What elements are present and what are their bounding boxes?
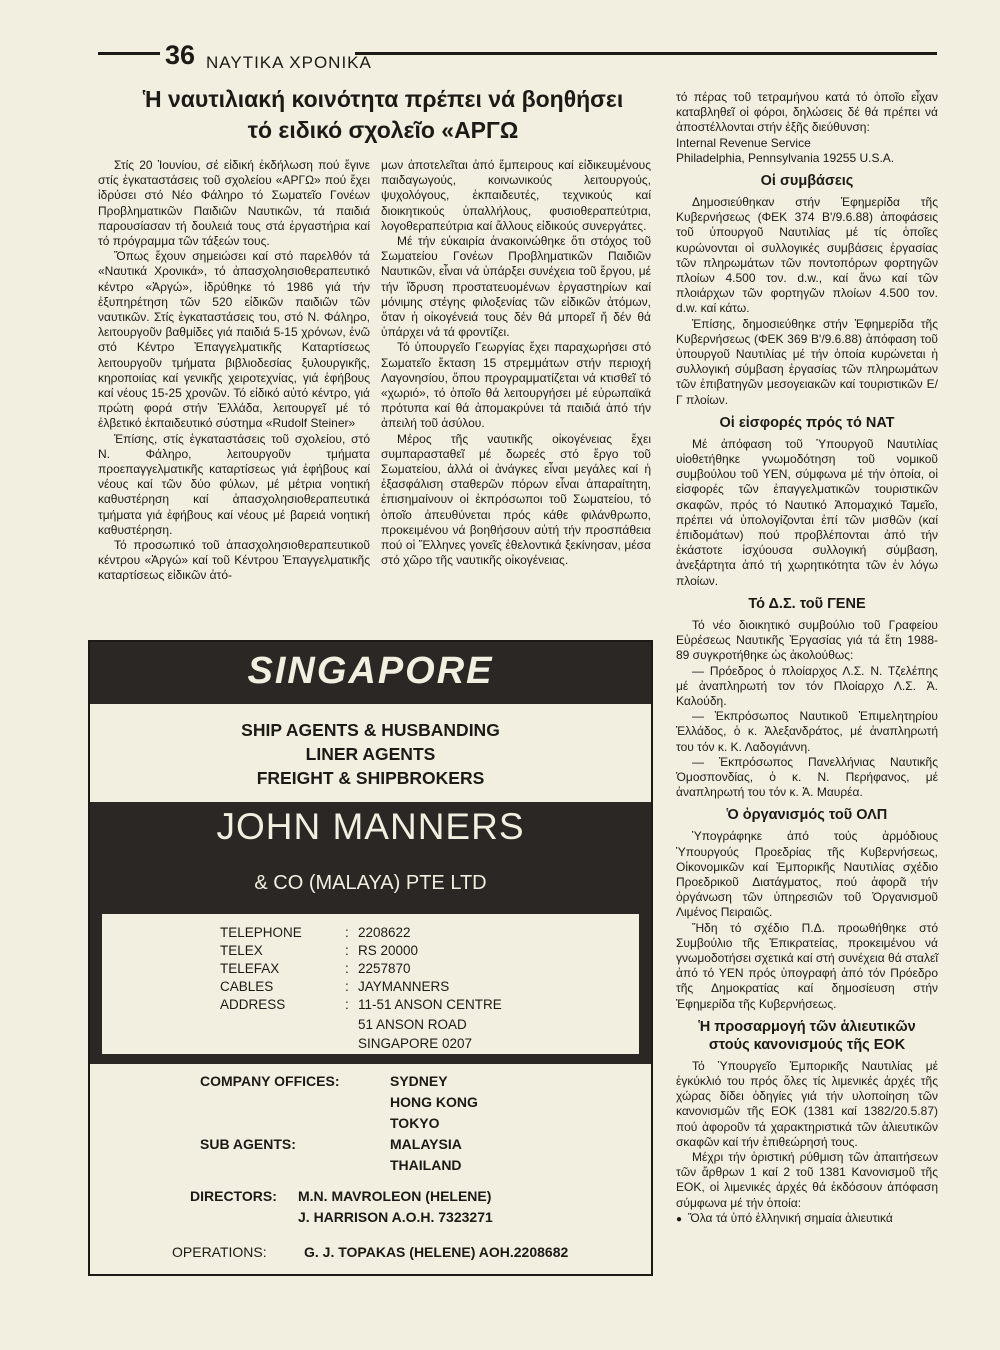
ad-country: SINGAPORE [247, 650, 494, 692]
ad-address-3: SINGAPORE 0207 [358, 1036, 473, 1051]
paragraph: Τό προσωπικό τοῦ ἀπασχολησιοθεραπευτικοῦ κέντρου «Ἀργώ» καί τοῦ Κέντρου Ἐπαγγελματικῆς καταρτίσεως εἰδικῶν ἀτό- [98, 538, 370, 583]
bullet-item: ● Ὅλα τά ὑπό ἑλληνική σημαία ἁλιευτικά [676, 1211, 938, 1227]
ad-country-band [90, 642, 651, 704]
ad-contact-label: TELEFAX [220, 961, 280, 976]
ad-subagent: THAILAND [390, 1157, 462, 1173]
article-column-1 [98, 158, 370, 584]
ad-contact-label: CABLES [220, 979, 274, 994]
paragraph: Μέ ἀπόφαση τοῦ Ὑπουργοῦ Ναυτιλίας υἱοθετήθηκε γνωμοδότηση τοῦ νομικοῦ συμβούλου τοῦ ΥΕΝ, σύμφωνα μέ τήν ὁποία, οἱ εἰσφορές τῶν ἐπαγγελματικῶν τουριστικῶν σκαφῶν, πρός τό Ναυτικό Ἀπομαχικό Ταμεῖο, πρέπει νά ὑπολογίζονται ἐπί τῶν μισθῶν (καί ἐπιδομάτων) πού προβλέπονται ἀπό τήν ἑκάστοτε ἰσχύουσα συλλογική σύμβαση, ἀνεξάρτητα ἀπό τή χωρητικότητα τῶν ἐν λόγω πλοίων. [676, 436, 938, 588]
header-rule-left [98, 52, 160, 55]
paragraph: Τό Ὑπουργεῖο Ἐμπορικῆς Ναυτιλίας μέ ἐγκύκλιό του πρός ὅλες τίς λιμενικές ἀρχές τῆς χώρας δίδει ὁδηγίες γιά τήν υλοποίηση τῶν κανονισμῶν τῆς ΕΟΚ (1381 καί 1382/20.5.87) πού ἀφοροῦν τά χαρακτηριστικά τῶν ἁλιευτικῶν σκαφῶν καί τήν ἐπιθεώρησή τους. [676, 1058, 938, 1149]
ad-company-name: JOHN MANNERS [216, 806, 525, 847]
paragraph: Τό ὑπουργεῖο Γεωργίας ἔχει παραχωρήσει στό Σωματεῖο ἔκταση 15 στρεμμάτων στήν περιοχή Λαγονησίου, ὅπου προγραμματίζεται νά κτισθεῖ τό «χωριό», τό ὁποῖο θά λειτουργήσει μέ εὐρωπαϊκά πρότυπα καί θά ἀπομακρύνει τά παιδιά ἀπό τήν ἀπειλή τοῦ ἀσύλου. [381, 340, 651, 431]
ad-contact-value: 11-51 ANSON CENTRE [358, 997, 502, 1012]
paragraph: Ἤδη τό σχέδιο Π.Δ. προωθήθηκε στό Συμβούλιο τῆς Ἐπικρατείας, προκειμένου νά γνωμοδοτήσει σχετικά καί στή συνέχεια θά σταλεῖ ἀπό τό ΥΕΝ πρός ὑπογραφή ἀπό τόν Πρόεδρο τῆς Δημοκρατίας καί δημοσίευση στήν Ἐφημερίδα τῆς Κυβερνήσεως. [676, 920, 938, 1011]
publication-title: ΝΑΥΤΙΚΑ ΧΡΟΝΙΚΑ [206, 53, 372, 72]
paragraph: Δημοσιεύθηκαν στήν Ἐφημερίδα τῆς Κυβερνήσεως (ΦΕΚ 374 Β'/9.6.88) ἀποφάσεις τοῦ ὑπουργοῦ Ναυτιλίας μέ τίς ὁποῖες κυρώνονται οἱ συλλογικές συμβάσεις ἐργασίας τῶν πληρωμάτων τῶν ποντοπόρων φορτηγῶν πλοίων 4.500 τον. d.w., καί ἄνω καί τῶν πλοιάρχων τῶν φορτηγῶν πλοίων 4.500 τον. d.w. καί κάτω. [676, 195, 938, 316]
ad-address-2: 51 ANSON ROAD [358, 1017, 467, 1032]
john-manners-advertisement [88, 640, 653, 1276]
news-column-3 [676, 90, 938, 1227]
ad-contact-label: TELEPHONE [220, 925, 302, 940]
paragraph: Τό νέο διοικητικό συμβούλιο τοῦ Γραφείου Εὑρέσεως Ναυτικῆς Ἐργασίας γιά τά ἔτη 1988-89 συγκροτήθηκε ὡς ἀκολούθως: [676, 617, 938, 663]
ad-subagent: MALAYSIA [390, 1136, 462, 1152]
ad-office: SYDNEY [390, 1073, 448, 1089]
paragraph: Ἐπίσης, δημοσιεύθηκε στήν Ἐφημερίδα τῆς Κυβερνήσεως (ΦΕΚ 369 Β'/9.6.88) ἀπόφαση τοῦ ὑπουργοῦ Ναυτιλίας μέ τήν ὁποία κυρώνεται ἡ συλλογική σύμβαση ἐργασίας τῶν πληρωμάτων τῶν ἐπιβατηγῶν μεσογειακῶν καί τουριστικῶν Ε/Γ πλοίων. [676, 316, 938, 407]
section-title-eec [676, 1018, 938, 1054]
ad-contact-value: RS 20000 [358, 943, 419, 958]
ad-colon: : [345, 961, 349, 976]
paragraph: Ὑπογράφηκε ἀπό τούς ἁρμόδιους Ὑπουργούς Προεδρίας τῆς Κυβερνήσεως, Οἰκονομικῶν καί Ἐμπορικῆς Ναυτιλίας σχέδιο Προεδρικοῦ Διατάγματος, πού ἀφορᾶ τήν ὀργάνωση τῶν ὑπηρεσιῶν τοῦ Ὀργανισμοῦ Λιμένος Πειραιῶς. [676, 829, 938, 920]
ad-colon: : [345, 997, 349, 1012]
ad-office: HONG KONG [390, 1094, 478, 1110]
article-headline [98, 84, 668, 146]
ad-contact-value: JAYMANNERS [358, 979, 450, 994]
ad-colon: : [345, 979, 349, 994]
section-title-eec-line-2: στούς κανονισμούς τῆς ΕΟΚ [708, 1036, 906, 1053]
ad-director: J. HARRISON A.O.H. 7323271 [298, 1209, 493, 1225]
paragraph: Ὅπως ἔχουν σημειώσει καί στό παρελθόν τά «Ναυτικά Χρονικά», τό ἀπασχολησιοθεραπευτικό κέντρο «Ἀργώ», ἱδρύθηκε τό 1986 γιά τήν ἐξυπηρέτηση τῶν 520 εἰδικῶν παιδιῶν τῶν ναυτικῶν. Στίς ἐγκαταστάσεις του, στό Ν. Φάληρο, λειτουργοῦν βαθμίδες γιά παιδιά 5-15 χρόνων, ἐνῶ στό Κέντρο Ἐπαγγελματικῆς Καταρτίσεως λειτουργοῦν τμήματα βιβλιοδεσίας ξυλουργικῆς, κηροποιίας καί γενικῆς χειροτεχνίας, γιά ἐφήβους καί νέους 15-25 χρονῶν. Τό εἰδικό αὐτό κέντρο, γιά πρώτη φορά στήν Ἑλλάδα, λειτουργεῖ μέ τό ἐλβετικό ἐκπαιδευτικό σύστημα «Rudolf Steiner» [98, 249, 370, 431]
ad-service: FREIGHT & SHIPBROKERS [256, 768, 485, 788]
page-number: 36 [165, 40, 196, 70]
paragraph: Μέρος τῆς ναυτικῆς οἰκογένειας ἔχει συμπαρασταθεῖ μέ δωρεές στό ἔργο τοῦ Σωματείου, ἀλλά οἱ ἀνάγκες εἶναι μεγάλες καί ἡ ἐξασφάλιση σταθερῶν πόρων εἶναι ἀπαραίτητη, ἐπισημαίνουν οἱ ἐκπρόσωποι τοῦ Σωματείου, τό ὁποῖο ἀπευθύνεται πρός κάθε φιλάνθρωπο, προκειμένου νά βοηθήσουν αὐτή τήν προσπάθεια πού οἱ Ἕλληνες γονεῖς ἐθελοντικά ξεκίνησαν, μέσα στό χῶρο τῆς ναυτικῆς οἰκογένειας. [381, 431, 651, 568]
paragraph: Μέ τήν εὐκαιρία ἀνακοινώθηκε ὅτι στόχος τοῦ Σωματείου Γονέων Προβληματικῶν Παιδιῶν Ναυτικῶν, εἶναι νά ὑπάρξει συνέχεια τοῦ ἔργου, μέ τήν ἵδρυση προστατευομένων ἐργαστηρίων καί μόνιμης στέγης φιλοξενίας τῶν εἰδικῶν ἀτόμων, ὅταν ἡ οἰκογένειά τους δέν θά μπορεῖ ἤ δέν θά ὑπάρχει νά τά φροντίζει. [381, 234, 651, 340]
ad-colon: : [345, 925, 349, 940]
ad-colon: : [345, 943, 349, 958]
paragraph: Μέχρι τήν ὁριστική ρύθμιση τῶν ἀπαιτήσεων τῶν ἄρθρων 1 καί 2 τοῦ 1381 Κανονισμοῦ τῆς ΕΟΚ, οἱ λιμενικές ἀρχές θά ἐκδόσουν ἀπόφαση σύμφωνα μέ τήν ὁποία: [676, 1149, 938, 1210]
ad-operations-label: OPERATIONS: [172, 1244, 267, 1260]
ad-offices-label: COMPANY OFFICES: [200, 1073, 340, 1089]
section-title-nat: Οἱ εἰσφορές πρός τό ΝΑΤ [719, 414, 895, 431]
section-title-gene: Τό Δ.Σ. τοῦ ΓΕΝΕ [748, 595, 866, 612]
article-column-2 [381, 158, 651, 568]
ad-contact-label: TELEX [220, 943, 263, 958]
board-member: — Ἐκπρόσωπος Ναυτικοῦ Ἐπιμελητηρίου Ἑλλάδος, ὁ κ. Ἀλεξανδράτος, μέ ἀναπληρωτή του τόν κ. Κ. Λαδογιάννη. [676, 709, 938, 754]
ad-office: TOKYO [390, 1115, 440, 1131]
ad-contact-value: 2208622 [358, 925, 411, 940]
paragraph: Ἐπίσης, στίς ἐγκαταστάσεις τοῦ σχολείου, στό Ν. Φάληρο, λειτουργοῦν τμήματα προεπαγγελματικῆς καταρτίσεως γιά ἐφήβους καί νέους καί τῶν δύο φύλων, μέ μέτρια νοητική καθυστέρηση καί ἀπασχολησιοθεραπευτικά τμήματα γιά ἐφήβους καί νέους μέ βαρειά νοητική καθυστέρηση. [98, 431, 370, 537]
headline-line-2: τό ειδικό σχολεῖο «ΑΡΓΩ [247, 117, 519, 143]
board-member: — Πρόεδρος ὁ πλοίαρχος Λ.Σ. Ν. Τζελέπης μέ ἀναπληρωτή τον τόν Πλοίαρχο Λ.Σ. Ἀ. Καλούδη. [676, 663, 938, 708]
section-title-olp: Ὁ ὀργανισμός τοῦ ΟΛΠ [726, 807, 888, 824]
paragraph: Στίς 20 Ἰουνίου, σέ εἰδική ἐκδήλωση πού ἔγινε στίς ἐγκαταστάσεις τοῦ σχολείου «ΑΡΓΩ» πού ἔχει ἱδρύσει στό Νέο Φάληρο τό Σωματεῖο Γονέων Προβληματικῶν Παιδιῶν Ναυτικῶν, τά παιδιά παρουσίασαν τή δουλειά τους στά ἐργαστήρια καί τό πρόγραμμα τῶν τάξεών τους. [98, 158, 370, 249]
ad-services [90, 718, 651, 790]
section-title-contracts: Οἱ συμβάσεις [760, 173, 854, 190]
ad-director: M.N. MAVROLEON (HELENE) [298, 1188, 492, 1204]
ad-service: LINER AGENTS [305, 744, 436, 764]
ad-operations: G. J. TOPAKAS (HELENE) AOH.2208682 [304, 1244, 569, 1260]
ad-contact-value: 2257870 [358, 961, 411, 976]
ad-subagents-label: SUB AGENTS: [200, 1136, 296, 1152]
headline-line-1: Ἡ ναυτιλιακή κοινότητα πρέπει νά βοηθήσει [142, 86, 624, 112]
ad-service: SHIP AGENTS & HUSBANDING [241, 720, 500, 740]
section-title-eec-line-1: Ἡ προσαρμογή τῶν ἁλιευτικῶν [698, 1018, 916, 1035]
ad-company-subtitle: & CO (MALAYA) PTE LTD [254, 872, 487, 894]
paragraph: τό πέρας τοῦ τετραμήνου κατά τό ὁποῖο εἶχαν καταβληθεῖ οἱ φόροι, δηλώσεις δέ θά πρέπει νά ἀποστέλλονται στήν ἑξῆς διεύθυνση: [676, 90, 938, 135]
header-rule-right [355, 52, 937, 55]
irs-address-line-1: Internal Revenue Service [676, 135, 811, 150]
irs-address-line-2: Philadelphia, Pennsylvania 19255 U.S.A. [676, 150, 895, 165]
board-member: — Ἐκπρόσωπος Πανελλήνιας Ναυτικῆς Ὁμοσπονδίας, ὁ κ. Ν. Περήφανος, μέ ἀναπληρωτή του τόν κ. Ἀ. Μαυρέα. [676, 754, 938, 800]
ad-contact-label: ADDRESS [220, 997, 286, 1012]
ad-directors-label: DIRECTORS: [190, 1188, 277, 1204]
paragraph: μων ἀποτελεῖται ἀπό ἔμπειρους καί εἰδικευμένους παιδαγωγούς, κοινωνικούς λειτουργούς, ψυχολόγους, ἐκπαιδευτές, τεχνικούς καί διοικητικούς ὑπαλλήλους, φυσιοθεραπεύτρια, λογοθεραπεύτρια καί ἄλλους εἰδικούς συνεργάτες. [381, 158, 651, 233]
